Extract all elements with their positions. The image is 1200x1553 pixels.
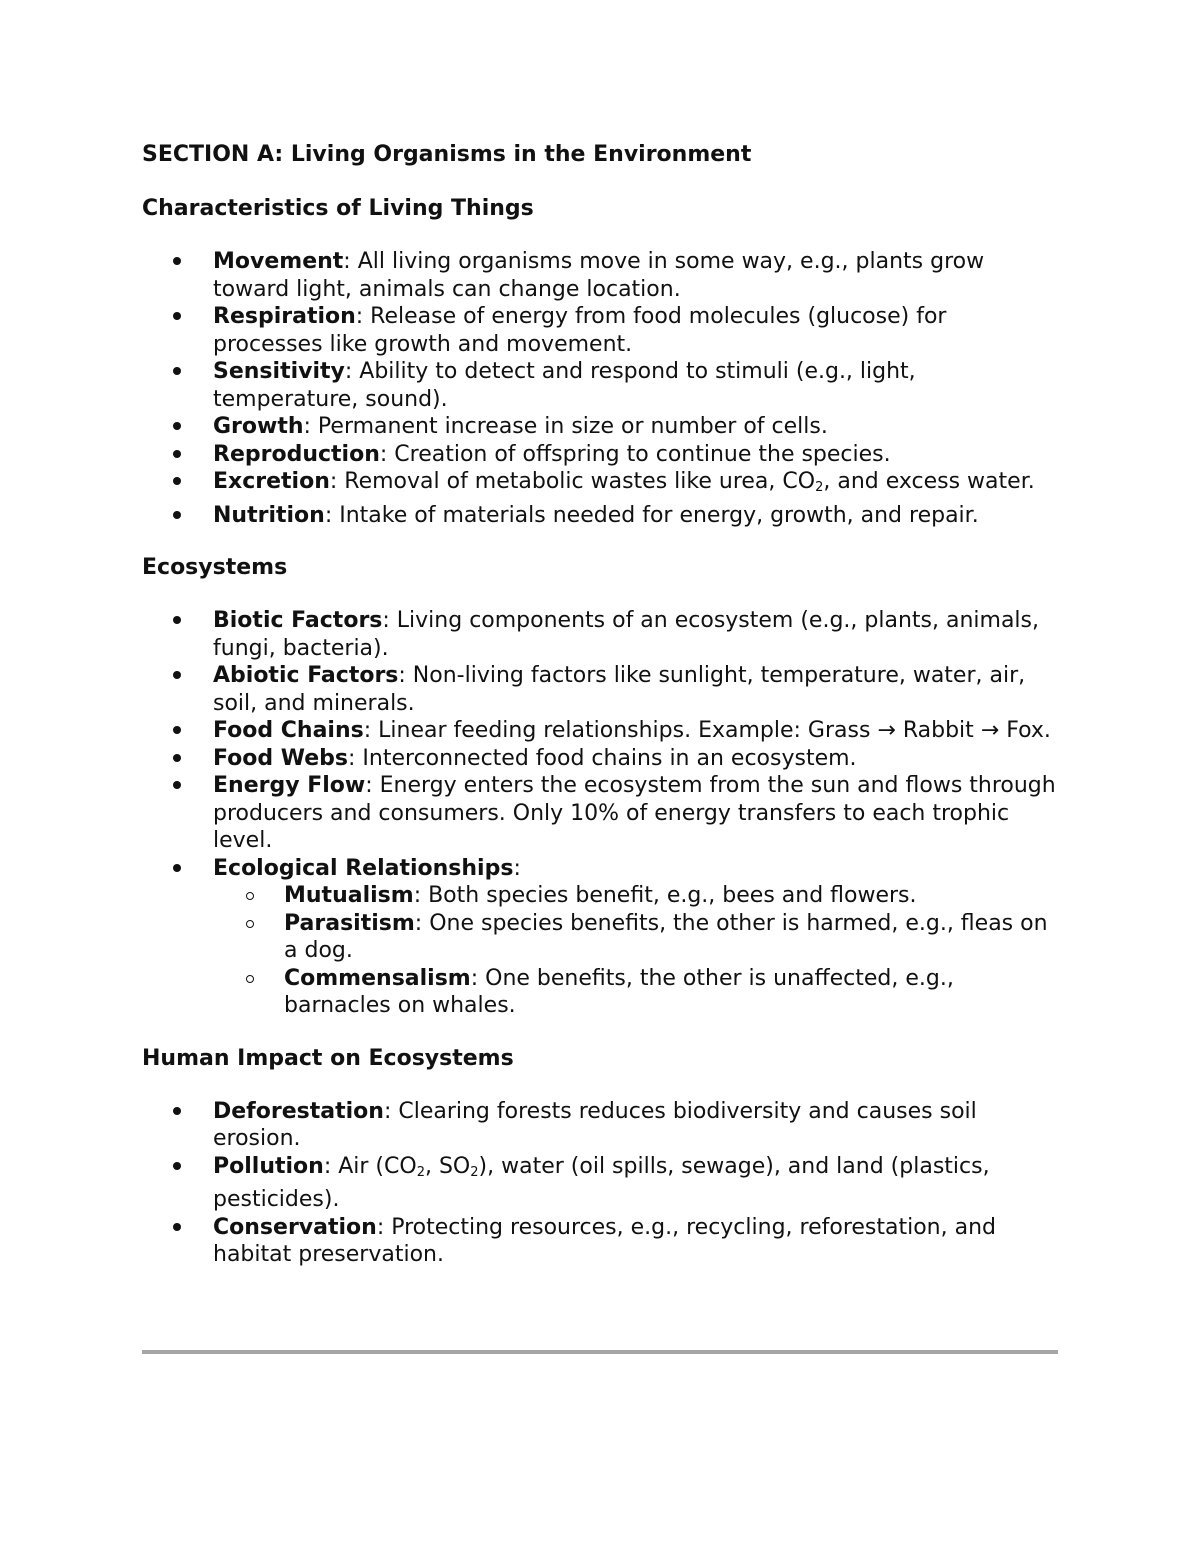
subscript: 2 bbox=[416, 1164, 425, 1180]
list-item bbox=[142, 772, 1058, 855]
term: Growth bbox=[213, 414, 304, 439]
circle-bullet-icon bbox=[246, 892, 254, 900]
definition: : Living components of an ecosystem (e.g., plants, animals, fungi, bacteria). bbox=[213, 608, 1039, 661]
list-item bbox=[142, 1153, 1058, 1214]
term: Deforestation bbox=[213, 1098, 384, 1124]
term: Movement bbox=[213, 249, 344, 274]
definition: : Removal of metabolic wastes like urea, CO bbox=[329, 469, 816, 494]
bullet-icon bbox=[173, 367, 181, 375]
bullet-icon bbox=[173, 450, 181, 458]
list-item bbox=[142, 1214, 1058, 1269]
list-item bbox=[142, 248, 1058, 303]
term: Excretion bbox=[213, 469, 330, 494]
bullet-icon bbox=[173, 511, 181, 519]
bullet-icon bbox=[173, 312, 181, 320]
term: Reproduction bbox=[213, 441, 380, 467]
term: Conservation bbox=[213, 1214, 377, 1240]
bullet-icon bbox=[173, 616, 181, 624]
term: Nutrition bbox=[213, 502, 325, 528]
bullet-icon bbox=[173, 1107, 181, 1115]
subscript: 2 bbox=[815, 480, 824, 495]
human-impact-list bbox=[142, 1098, 1058, 1269]
relationships-list bbox=[213, 882, 1058, 1020]
definition: : Permanent increase in size or number of cells. bbox=[303, 414, 828, 439]
bullet-icon bbox=[173, 422, 181, 430]
list-item bbox=[142, 1098, 1058, 1153]
term: Ecological Relationships bbox=[213, 855, 514, 881]
definition: : Non-living factors like sunlight, temperature, water, air, soil, and minerals. bbox=[213, 663, 1026, 716]
list-item bbox=[142, 745, 1058, 773]
term: Food Webs bbox=[213, 745, 349, 771]
bullet-icon bbox=[173, 754, 181, 762]
list-item bbox=[142, 303, 1058, 358]
list-item bbox=[142, 358, 1058, 413]
definition-continued: ), water (oil spills, sewage), and land (plastics, pesticides). bbox=[213, 1153, 990, 1212]
definition: : bbox=[513, 855, 521, 881]
bullet-icon bbox=[173, 477, 181, 485]
list-item bbox=[142, 855, 1058, 1020]
circle-bullet-icon bbox=[246, 920, 254, 928]
section-title: SECTION A: Living Organisms in the Environment bbox=[142, 142, 752, 167]
list-item bbox=[142, 441, 1058, 469]
definition: : Creation of offspring to continue the species. bbox=[379, 441, 891, 467]
circle-bullet-icon bbox=[246, 975, 254, 983]
horizontal-divider bbox=[142, 1350, 1058, 1354]
definition: : Protecting resources, e.g., recycling, reforestation, and habitat preservation. bbox=[213, 1214, 997, 1267]
characteristics-list bbox=[142, 248, 1058, 529]
list-item bbox=[142, 413, 1058, 441]
list-item bbox=[142, 502, 1058, 530]
term: Parasitism bbox=[284, 910, 415, 936]
heading-ecosystems: Ecosystems bbox=[142, 555, 288, 580]
definition: : Interconnected food chains in an ecosystem. bbox=[348, 745, 857, 771]
term: Mutualism bbox=[284, 883, 414, 908]
bullet-icon bbox=[173, 1162, 181, 1170]
term: Abiotic Factors bbox=[213, 663, 399, 688]
definition: : Clearing forests reduces biodiversity and causes soil erosion. bbox=[213, 1098, 977, 1151]
list-item bbox=[142, 607, 1058, 662]
term: Food Chains bbox=[213, 718, 364, 743]
definition: : All living organisms move in some way, e.g., plants grow toward light, animals can change location. bbox=[213, 249, 985, 302]
bullet-icon bbox=[173, 1223, 181, 1231]
definition: : One benefits, the other is unaffected, e.g., barnacles on whales. bbox=[284, 965, 954, 1018]
definition: : Linear feeding relationships. Example: Grass → Rabbit → Fox. bbox=[363, 718, 1051, 743]
term: Respiration bbox=[213, 304, 356, 329]
definition: : Air (CO bbox=[323, 1153, 417, 1179]
definition: : Both species benefit, e.g., bees and flowers. bbox=[413, 883, 917, 908]
definition: : Ability to detect and respond to stimuli (e.g., light, temperature, sound). bbox=[213, 359, 916, 412]
ecosystems-list bbox=[142, 607, 1058, 1020]
bullet-icon bbox=[173, 781, 181, 789]
bullet-icon bbox=[173, 864, 181, 872]
bullet-icon bbox=[173, 726, 181, 734]
definition: : Intake of materials needed for energy, growth, and repair. bbox=[324, 502, 979, 528]
term: Sensitivity bbox=[213, 359, 345, 384]
sub-list-item bbox=[213, 965, 1058, 1020]
definition: : Energy enters the ecosystem from the sun and flows through producers and consumers. Only 10% of energy transfers to each trophic level. bbox=[213, 773, 1056, 853]
sub-list-item bbox=[213, 910, 1058, 965]
definition: : Release of energy from food molecules (glucose) for processes like growth and movement. bbox=[213, 304, 947, 357]
list-item bbox=[142, 717, 1058, 745]
subscript: 2 bbox=[470, 1164, 479, 1180]
definition-continued: , and excess water. bbox=[823, 469, 1035, 494]
sub-list-item bbox=[213, 882, 1058, 910]
definition: : One species benefits, the other is harmed, e.g., fleas on a dog. bbox=[284, 910, 1048, 963]
bullet-icon bbox=[173, 671, 181, 679]
heading-characteristics: Characteristics of Living Things bbox=[142, 196, 534, 221]
term: Commensalism bbox=[284, 965, 471, 991]
bullet-icon bbox=[173, 257, 181, 265]
list-item bbox=[142, 468, 1058, 502]
document-page bbox=[142, 140, 1058, 1293]
heading-human-impact: Human Impact on Ecosystems bbox=[142, 1045, 514, 1071]
term: Pollution bbox=[213, 1153, 324, 1179]
term: Energy Flow bbox=[213, 773, 366, 798]
list-item bbox=[142, 662, 1058, 717]
definition-continued: , SO bbox=[424, 1153, 471, 1179]
term: Biotic Factors bbox=[213, 608, 383, 633]
